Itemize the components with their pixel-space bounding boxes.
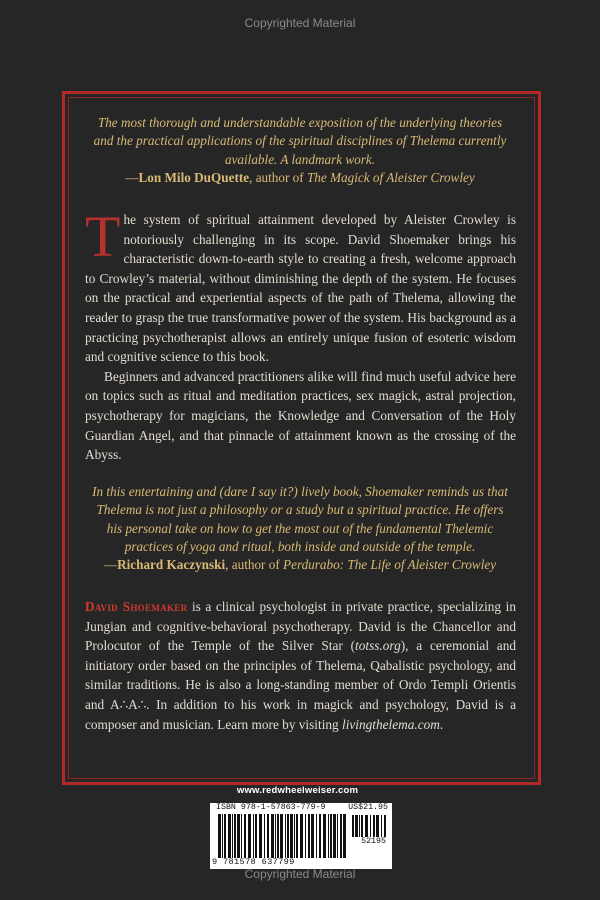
barcode-bar <box>316 814 317 858</box>
bio-text-2: ), a ceremonial and initiatory order based on the principles of Thelema, Qabalistic psychology, and similar traditions. He is also a long-standing member of Ordo Templi Orientis and A∴A∴. In addition to his work in magick and psychology, David is a composer and musician. Learn more by visiting <box>85 638 516 732</box>
barcode-bar <box>361 815 363 837</box>
bio-text-1: is a clinical psychologist in private practice, specializing in Jungian and cognitive-behavioral psychotherapy. David is the Chancellor and Prolocutor of the Temple of the Silver Star ( <box>85 599 516 654</box>
barcode-bar <box>328 814 329 858</box>
barcode-bar <box>244 814 246 858</box>
barcode-bar <box>311 814 314 858</box>
barcode-bar <box>237 814 240 858</box>
bio-website-livingthelema: livingthelema.com <box>342 716 440 732</box>
bio-author-name: David Shoemaker <box>85 599 188 614</box>
attribution-dash: — <box>103 557 118 572</box>
blurb-quote-kaczynski: In this entertaining and (dare I say it?) lively book, Shoemaker reminds us that Thelema is not just a philosophy or a study but a spiritual practice. He offers his personal take on how to get the most out of the fundamental Thelemic practices of yoga and ritual, both inside and outside of the temple. <box>92 484 508 554</box>
barcode-bar <box>308 814 310 858</box>
barcode-bars-main <box>218 814 346 858</box>
barcode-bar <box>259 814 262 858</box>
barcode-bar <box>290 814 293 858</box>
isbn-barcode <box>210 803 392 869</box>
barcode-bar <box>248 814 251 858</box>
barcode-bar <box>234 814 236 858</box>
isbn-label: ISBN 978-1-57863-779-9 <box>216 803 326 812</box>
book-description <box>85 204 516 465</box>
barcode-bar <box>330 814 332 858</box>
description-paragraph-2: Beginners and advanced practitioners alike will find much useful advice here on topics such as ritual and meditation practices, sex magick, astral projection, psychotherapy for magicians, the Knowledge and Conversation of the Holy Guardian Angel, and that pinnacle of attainment known as the crossing of the Abyss. <box>85 368 516 463</box>
attribution-work: Perdurabo: The Life of Aleister Crowley <box>283 557 497 572</box>
barcode-bar <box>277 814 279 858</box>
author-bio <box>85 597 516 734</box>
barcode-bar <box>355 815 358 837</box>
barcode-bar <box>365 815 368 837</box>
barcode-bar <box>340 814 342 858</box>
addon-code: 52195 <box>361 837 386 846</box>
barcode-bar <box>228 814 231 858</box>
attribution-author-of: , author of <box>225 557 284 572</box>
watermark-bottom: Copyrighted Material <box>244 867 356 881</box>
bio-website-totss: totss.org <box>355 638 401 654</box>
barcode-bar <box>222 814 223 858</box>
barcode-bar <box>264 814 265 858</box>
barcode-bar <box>255 814 257 858</box>
barcode-bar <box>337 814 338 858</box>
barcode-bar <box>343 814 346 858</box>
barcode-bar <box>333 814 336 858</box>
barcode-bar <box>241 814 242 858</box>
barcode-bar <box>384 815 386 837</box>
barcode-bar <box>294 814 295 858</box>
blurb-attribution-duquette <box>90 169 510 187</box>
publisher-website: www.redwheelweiser.com <box>236 785 359 796</box>
barcode-bar <box>224 814 226 858</box>
barcode-bar <box>300 814 303 858</box>
barcode-bar <box>296 814 298 858</box>
barcode-bar <box>267 814 269 858</box>
barcode-bar <box>319 814 321 858</box>
barcode-bar <box>287 814 289 858</box>
barcode-bar <box>305 814 306 858</box>
attribution-author: Lon Milo DuQuette <box>138 170 250 185</box>
attribution-author-of: , author of <box>249 170 307 185</box>
barcode-bar <box>370 815 371 837</box>
barcode-bar <box>359 815 360 837</box>
barcode-bar <box>218 814 221 858</box>
barcode-bar <box>373 815 375 837</box>
barcode-bar <box>271 814 274 858</box>
attribution-author: Richard Kaczynski <box>117 557 226 572</box>
blurb-quote-duquette: The most thorough and understandable exposition of the underlying theories and the practical applications of the spiritual disciplines of Thelema currently available. A landmark work. <box>93 115 507 167</box>
barcode-bar <box>275 814 276 858</box>
description-paragraph-1 <box>85 204 516 367</box>
description-paragraph-1-text: he system of spiritual attainment developed by Aleister Crowley is notoriously challenging in its scope. David Shoemaker brings his characteristic down-to-earth style to creating a fresh, welcome approach to Crowley’s material, without diminishing the depth of the system. He focuses on the practical and experiential aspects of the path of Thelema, allowing the reader to grasp the true transformative power of the system. His background as a practicing psychotherapist allows an entirely unique fusion of esoteric wisdom and cognitive science to this book. <box>85 212 516 365</box>
barcode-bar <box>232 814 233 858</box>
barcode-bar <box>285 814 286 858</box>
barcode-bars-addon <box>352 815 386 837</box>
barcode-bar <box>253 814 254 858</box>
barcode-bar <box>280 814 283 858</box>
drop-cap: T <box>85 204 121 269</box>
attribution-work: The Magick of Aleister Crowley <box>306 170 475 185</box>
barcode-bar <box>376 815 379 837</box>
watermark-top: Copyrighted Material <box>244 16 356 30</box>
blurb-attribution-kaczynski <box>90 556 510 574</box>
barcode-bar <box>323 814 326 858</box>
barcode-bar <box>381 815 382 837</box>
price-label: US$21.95 <box>348 803 388 812</box>
bio-text-3: . <box>439 716 444 732</box>
barcode-bar <box>352 815 354 837</box>
attribution-dash: — <box>125 170 139 185</box>
barcode-digits: 9 781578 637799 <box>212 857 295 867</box>
